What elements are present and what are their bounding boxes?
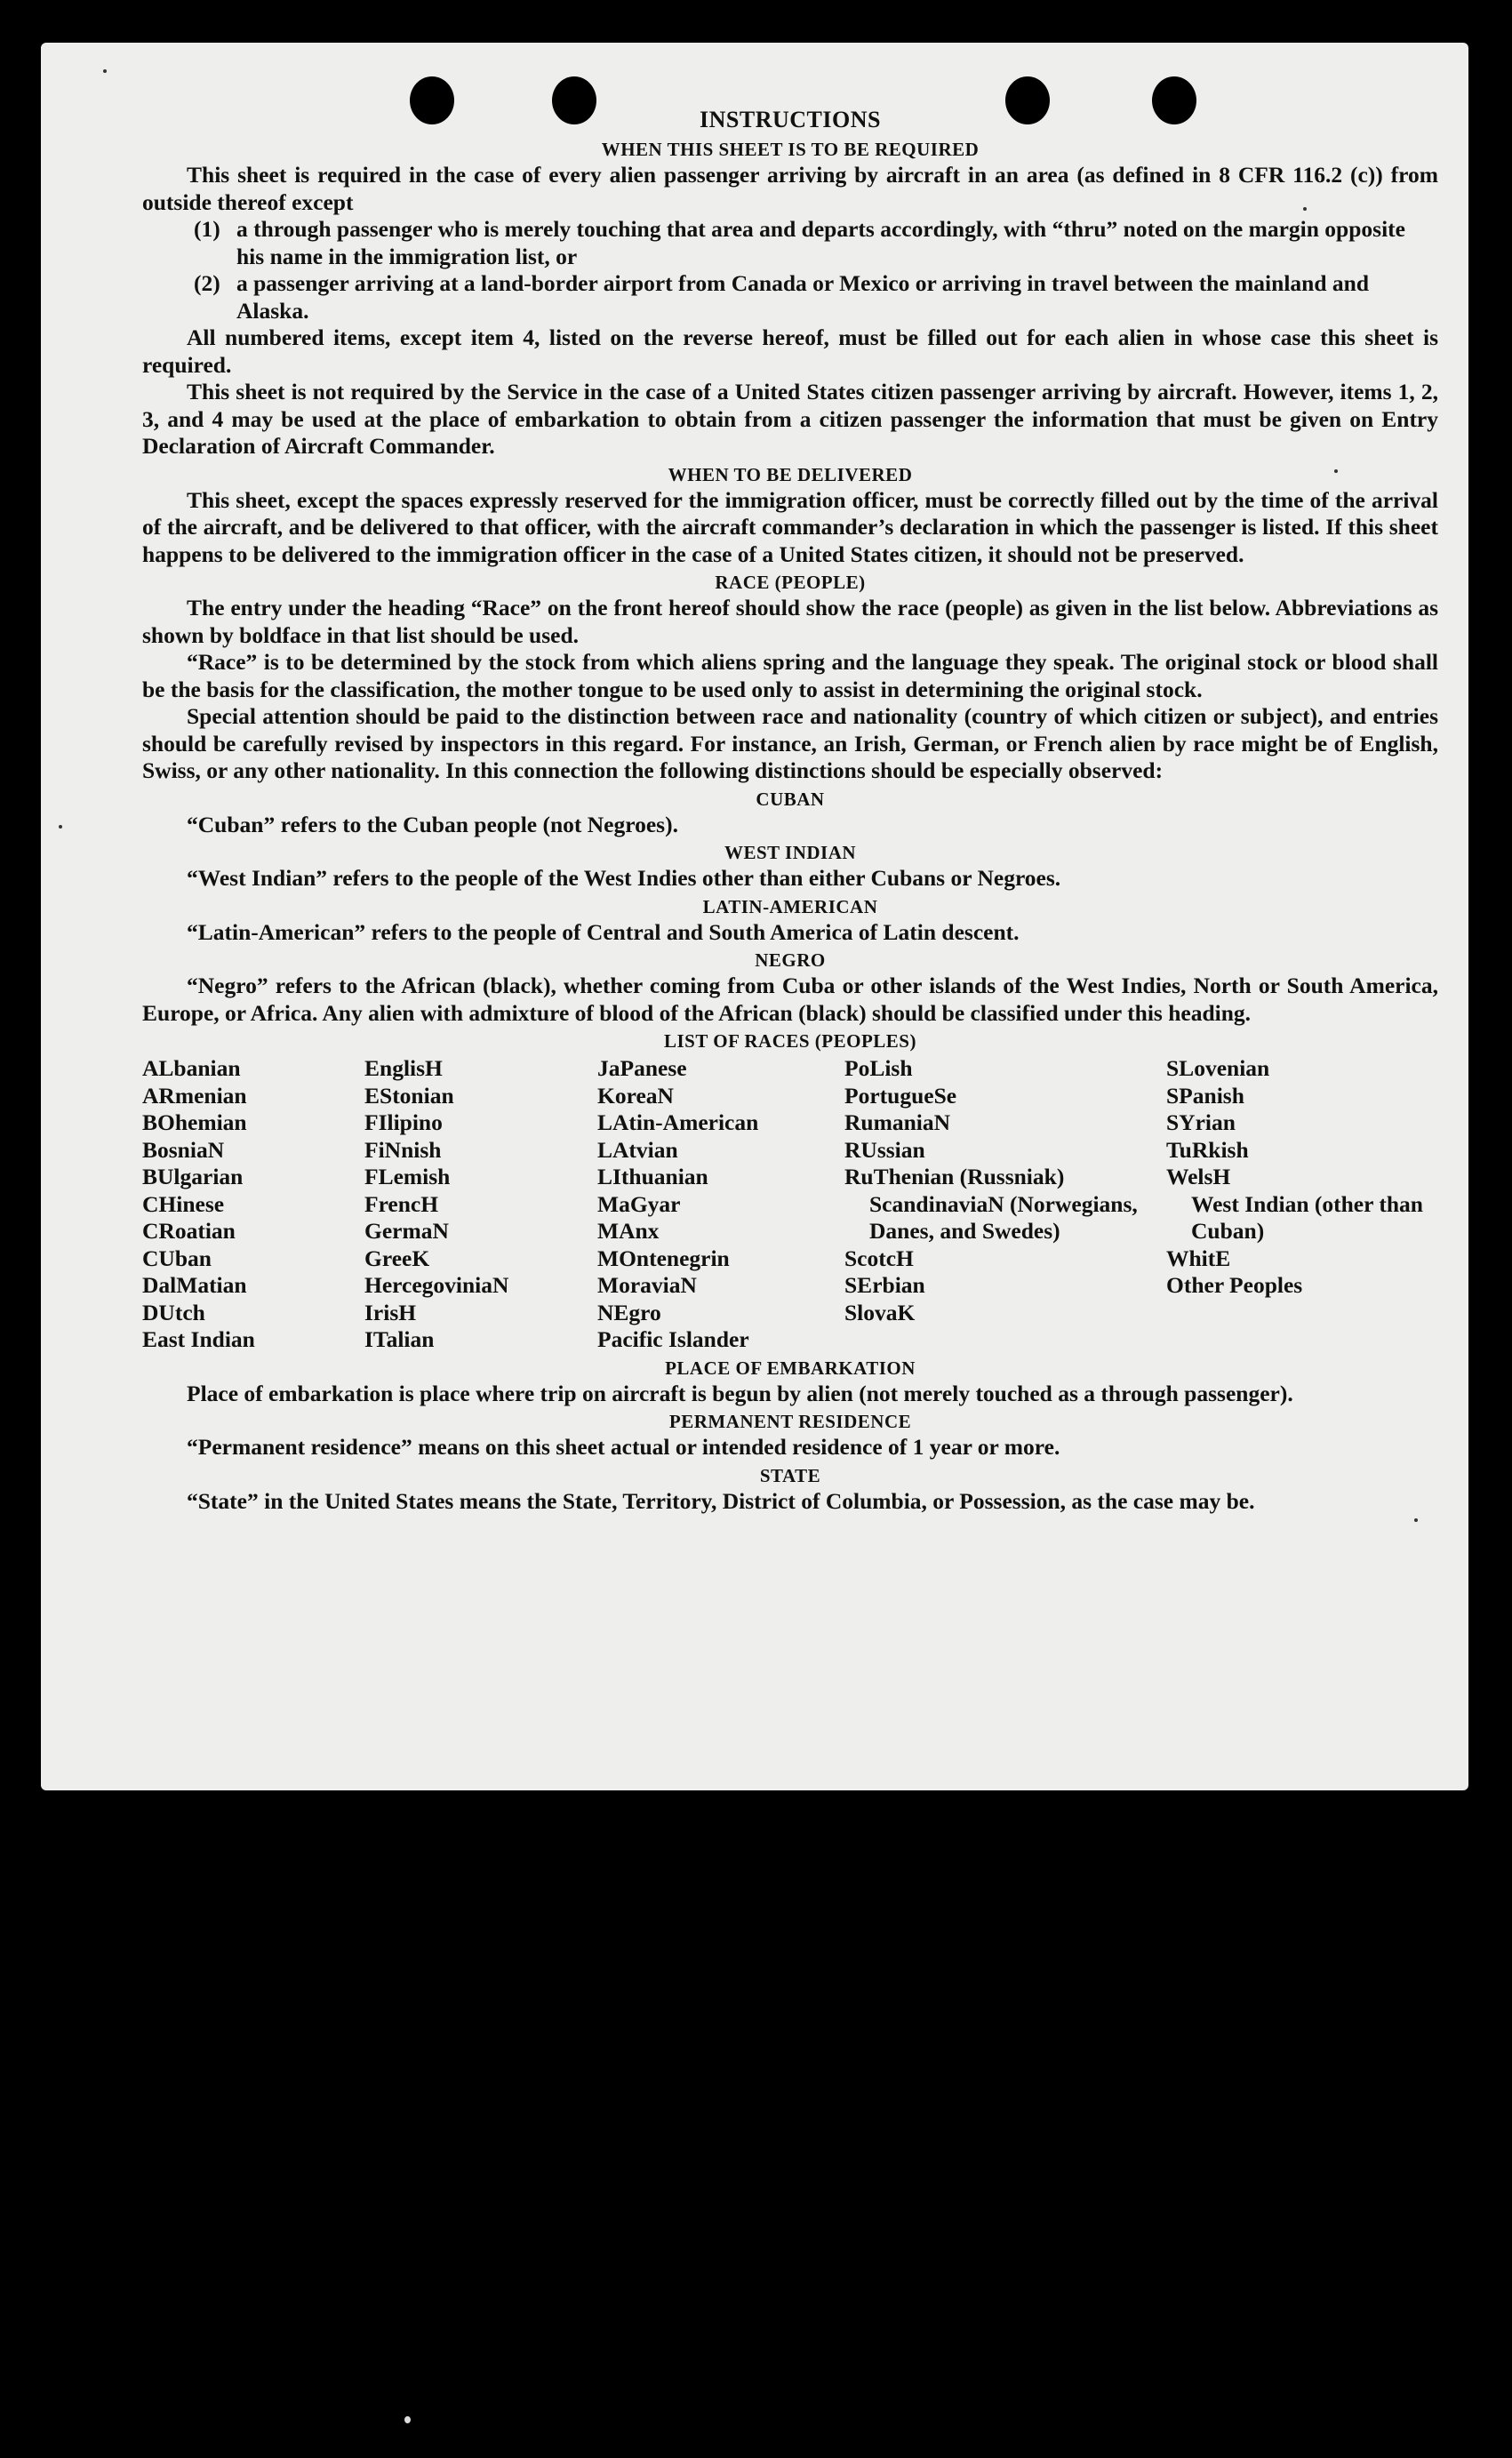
- item-number: (1): [194, 216, 220, 242]
- race-item: SErbian: [844, 1272, 925, 1298]
- section-heading-races-list: LIST OF RACES (PEOPLES): [664, 1030, 916, 1052]
- race-item: WhitE: [1166, 1245, 1231, 1271]
- item-text: a through passenger who is merely touching that area and departs accordingly, with “thru” noted on the margin opposite his name in the immigration list, or: [236, 216, 1405, 269]
- race-item: KoreaN: [597, 1082, 674, 1109]
- race-item: DalMatian: [142, 1272, 247, 1298]
- section-heading-state: STATE: [759, 1464, 821, 1486]
- race-item: ScotcH: [844, 1245, 914, 1271]
- paragraph: Special attention should be paid to the distinction between race and nationality (country of which citizen or subject), and entries should be carefully revised by inspectors in this regard. For instance, an Irish, German, or French alien by race might be of English, Swiss, or any other nationality. In this connection the following distinctions should be especially observed:: [142, 703, 1438, 783]
- race-item: BUlgarian: [142, 1164, 244, 1189]
- race-item: MOntenegrin: [597, 1245, 730, 1271]
- paragraph: “Negro” refers to the African (black), whether coming from Cuba or other islands of the West Indies, North or South America, Europe, or Africa. Any alien with admixture of blood of the African (black) should be classified under this heading.: [142, 973, 1438, 1026]
- race-item: FIlipino: [364, 1109, 443, 1135]
- item-text: a passenger arriving at a land-border airport from Canada or Mexico or arriving in travel between the mainland and Alaska.: [236, 270, 1370, 324]
- races-column: [1166, 1055, 1438, 1354]
- race-item: CRoatian: [142, 1218, 236, 1244]
- race-item: JaPanese: [597, 1055, 687, 1081]
- races-column: [364, 1055, 597, 1354]
- paragraph: “West Indian” refers to the people of the West Indies other than either Cubans or Negroes.: [187, 865, 1061, 891]
- race-item: ARmenian: [142, 1082, 247, 1109]
- paragraph: “Race” is to be determined by the stock from which aliens spring and the language they speak. The original stock or blood shall be the basis for the classification, the mother tongue to be used only to assist in determining the original stock.: [142, 649, 1438, 702]
- dust-speck: [1414, 1518, 1418, 1522]
- race-item: RumaniaN: [844, 1109, 951, 1135]
- race-item: PoLish: [844, 1055, 913, 1081]
- paragraph: The entry under the heading “Race” on the front hereof should show the race (people) as given in the list below. Abbreviations as shown by boldface in that list should be used.: [142, 595, 1438, 648]
- section-heading-latin-american: LATIN-AMERICAN: [702, 895, 878, 917]
- dust-speck: [59, 825, 62, 829]
- race-item: CHinese: [142, 1190, 225, 1217]
- race-item: Other Peoples: [1166, 1272, 1303, 1298]
- race-item: BosniaN: [142, 1136, 225, 1163]
- exception-item: [142, 270, 1438, 324]
- race-item: SPanish: [1166, 1082, 1244, 1109]
- race-item: SYrian: [1166, 1109, 1236, 1135]
- race-item: GreeK: [364, 1245, 430, 1271]
- race-item: DUtch: [142, 1299, 205, 1325]
- race-item: East Indian: [142, 1326, 255, 1352]
- dust-speck: [404, 2416, 411, 2423]
- paragraph: “Permanent residence” means on this sheet actual or intended residence of 1 year or more.: [187, 1434, 1060, 1460]
- race-item: LAtin-American: [597, 1109, 759, 1135]
- race-item: LAtvian: [597, 1136, 678, 1163]
- race-item: BOhemian: [142, 1109, 247, 1135]
- section-heading-race: RACE (PEOPLE): [715, 572, 866, 593]
- paragraph: This sheet, except the spaces expressly reserved for the immigration officer, must be correctly filled out by the time of the arrival of the aircraft, and be delivered to that officer, with the aircraft commander’s declaration in which the passenger is listed. If this sheet happens to be delivered to the immigration officer in the case of a United States citizen, it should not be preserved.: [142, 486, 1438, 567]
- section-heading-cuban: CUBAN: [756, 788, 825, 810]
- paragraph: “Cuban” refers to the Cuban people (not Negroes).: [187, 811, 678, 837]
- race-item: FrencH: [364, 1190, 439, 1217]
- race-item: IrisH: [364, 1299, 417, 1325]
- race-item: PortugueSe: [844, 1082, 957, 1109]
- race-item: EStonian: [364, 1082, 454, 1109]
- race-item: ALbanian: [142, 1055, 241, 1081]
- races-column: [597, 1055, 844, 1354]
- race-item: RUssian: [844, 1136, 925, 1163]
- race-item: EnglisH: [364, 1055, 443, 1081]
- race-item: CUban: [142, 1245, 212, 1271]
- dust-speck: [103, 69, 107, 73]
- race-item: SlovaK: [844, 1299, 916, 1325]
- race-item: MoraviaN: [597, 1272, 697, 1298]
- paragraph: This sheet is not required by the Service in the case of a United States citizen passenger arriving by aircraft. However, items 1, 2, 3, and 4 may be used at the place of embarkation to obtain from a citizen passenger the information that must be given on Entry Declaration of Aircraft Commander.: [142, 379, 1438, 459]
- race-item: SLovenian: [1166, 1055, 1270, 1081]
- section-heading-west-indian: WEST INDIAN: [724, 842, 857, 863]
- race-item: LIthuanian: [597, 1164, 708, 1189]
- paragraph: “State” in the United States means the State, Territory, District of Columbia, or Possession, as the case may be.: [187, 1487, 1255, 1514]
- section-heading-embarkation: PLACE OF EMBARKATION: [665, 1357, 916, 1379]
- paragraph: Place of embarkation is place where trip on aircraft is begun by alien (not merely touched as a through passenger).: [187, 1380, 1293, 1406]
- exception-item: [142, 216, 1438, 270]
- page-title: INSTRUCTIONS: [700, 107, 881, 132]
- races-column: [844, 1055, 1166, 1354]
- race-item: Pacific Islander: [597, 1326, 749, 1352]
- section-heading-residence: PERMANENT RESIDENCE: [668, 1411, 912, 1432]
- races-column: [142, 1055, 364, 1354]
- race-item: NEgro: [597, 1299, 661, 1325]
- paragraph: All numbered items, except item 4, listed on the reverse hereof, must be filled out for each alien in whose case this sheet is required.: [142, 324, 1438, 378]
- section-heading-required: WHEN THIS SHEET IS TO BE REQUIRED: [601, 139, 980, 160]
- races-table: [142, 1055, 1438, 1354]
- paragraph: This sheet is required in the case of every alien passenger arriving by aircraft in an area (as defined in 8 CFR 116.2 (c)) from outside thereof except: [142, 162, 1438, 215]
- race-item: TuRkish: [1166, 1136, 1249, 1163]
- document-sheet: [41, 43, 1468, 1790]
- race-item: MAnx: [597, 1218, 660, 1244]
- race-item: ScandinaviaN (Norwegians, Danes, and Swedes): [869, 1190, 1138, 1244]
- race-item: FiNnish: [364, 1136, 442, 1163]
- section-heading-negro: NEGRO: [755, 949, 826, 971]
- race-item: RuThenian (Russniak): [844, 1164, 1065, 1189]
- instructions-text: [142, 105, 1438, 1515]
- race-item: WelsH: [1166, 1164, 1231, 1189]
- race-item: MaGyar: [597, 1190, 681, 1217]
- section-heading-delivered: WHEN TO BE DELIVERED: [668, 463, 913, 485]
- race-item: HercegoviniaN: [364, 1272, 509, 1298]
- race-item: ITalian: [364, 1326, 435, 1352]
- paragraph: “Latin-American” refers to the people of Central and South America of Latin descent.: [187, 918, 1020, 945]
- race-item: FLemish: [364, 1164, 451, 1189]
- race-item: West Indian (other than Cuban): [1191, 1190, 1423, 1244]
- race-item: GermaN: [364, 1218, 449, 1244]
- item-number: (2): [194, 270, 220, 296]
